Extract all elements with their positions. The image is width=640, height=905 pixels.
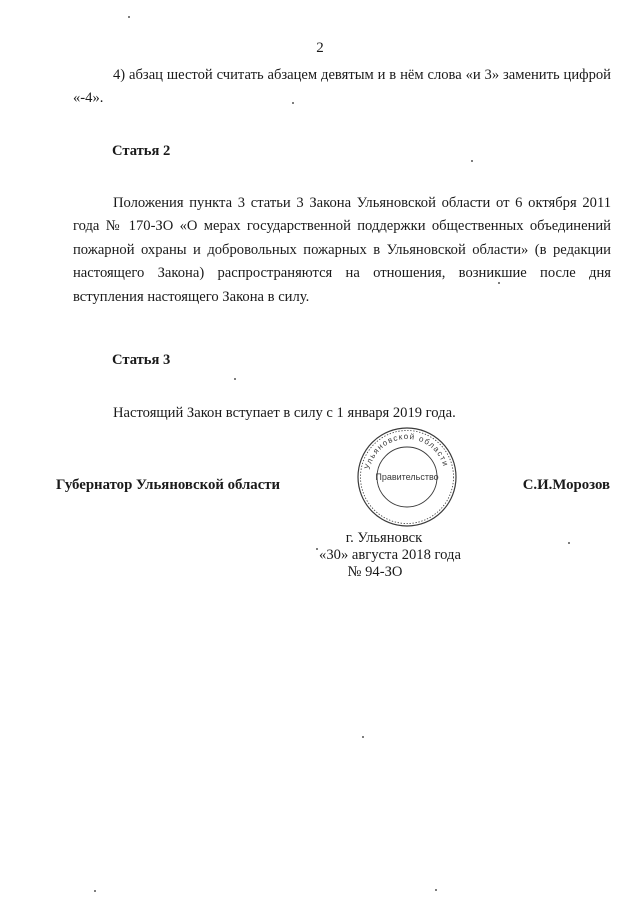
article-3-text: Настоящий Закон вступает в силу с 1 января 2019 года. xyxy=(113,405,456,421)
article-3-heading: Статья 3 xyxy=(112,352,171,368)
article-2-text: Положения пункта 3 статьи 3 Закона Ульяновской области от 6 октября 2011 года № 170-ЗО «О мерах государственной поддержки общественных объединений пожарной охраны и добровольных пожарных в Ульяновской области» (в редакции настоящего Закона) распространяются на отношения, возникшие после дня вступления настоящего Закона в силу. xyxy=(73,195,611,305)
paragraph-item-4: 4) абзац шестой считать абзацем девятым и в нём слова «и 3» заменить цифрой «-4». xyxy=(73,67,611,107)
signing-date: «30» августа 2018 года xyxy=(319,547,461,563)
svg-text:Ульяновской области xyxy=(363,432,451,470)
article-2-heading: Статья 2 xyxy=(112,143,171,159)
signatory-position: Губернатор Ульяновской области xyxy=(56,477,281,493)
place-of-signing: г. Ульяновск xyxy=(345,530,423,546)
law-number: № 94-ЗО xyxy=(347,564,403,580)
signatory-name: С.И.Морозов xyxy=(522,477,610,493)
page-number: 2 xyxy=(316,40,324,56)
stamp-inner-text: Правительство xyxy=(375,472,439,482)
official-stamp xyxy=(355,425,459,529)
stamp-ring-text: Ульяновской области xyxy=(362,431,451,471)
